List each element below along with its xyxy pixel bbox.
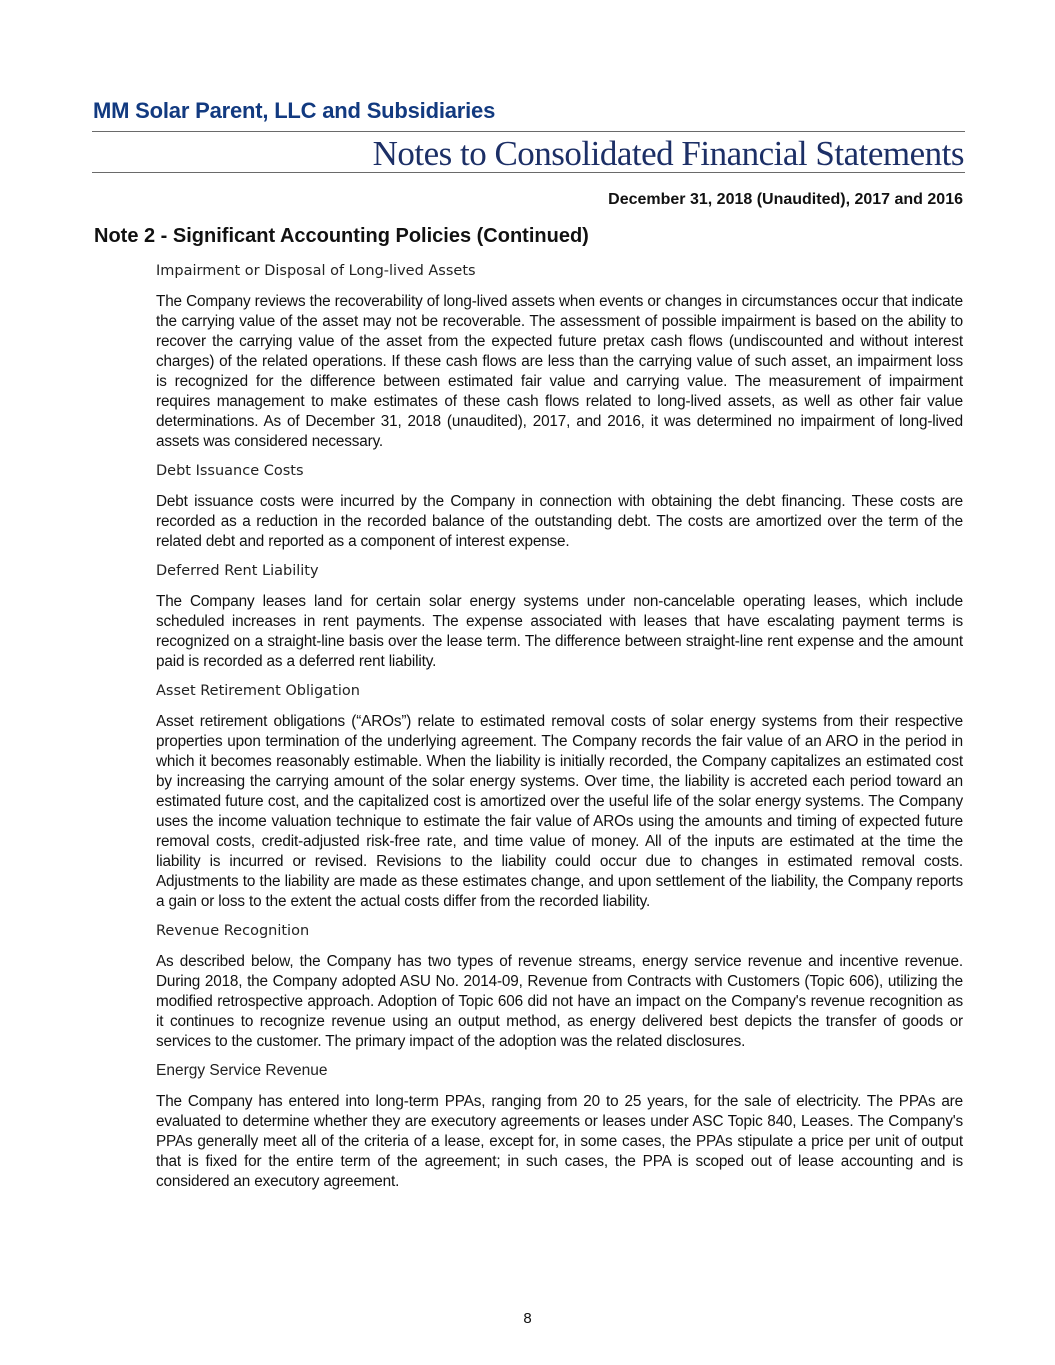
header-rule-bottom	[92, 172, 965, 173]
section-title: Deferred Rent Liability	[156, 563, 319, 579]
company-name: MM Solar Parent, LLC and Subsidiaries	[93, 98, 496, 123]
section-deferred-rent-liability	[156, 561, 963, 672]
section-debt-issuance-costs	[156, 461, 963, 552]
section-asset-retirement-obligation	[156, 681, 963, 912]
reporting-period: December 31, 2018 (Unaudited), 2017 and 2016	[608, 191, 963, 208]
section-body: The Company reviews the recoverability of long-lived assets when events or changes in circumstances occur that indicate the carrying value of the asset may not be recoverable. The assessment of possible impairment is based on the ability to recover the carrying value of the asset from the expected future pretax cash flows (undiscounted and without interest charges) of the related operations. If these cash flows are less than the carrying value of such asset, an impairment loss is recognized for the difference between estimated fair value and carrying value. The measurement of impairment requires management to make estimates of these cash flows related to long-lived assets, as well as other fair value determinations. As of December 31, 2018 (unaudited), 2017, and 2016, it was determined no impairment of long-lived assets was considered necessary.	[156, 293, 963, 450]
section-title: Debt Issuance Costs	[156, 463, 304, 479]
section-title: Asset Retirement Obligation	[156, 683, 360, 699]
section-body: As described below, the Company has two types of revenue streams, energy service revenue and incentive revenue. During 2018, the Company adopted ASU No. 2014-09, Revenue from Contracts with Customers (Topic 606), utilizing the modified retrospective approach. Adoption of Topic 606 did not have an impact on the Company's revenue recognition as it continues to recognize revenue using an output method, as energy delivered best depicts the transfer of goods or services to the customer. The primary impact of the adoption was the related disclosures.	[156, 953, 963, 1050]
header-rule-top	[92, 131, 965, 132]
note-heading: Note 2 - Significant Accounting Policies (Continued)	[94, 225, 589, 247]
section-title: Impairment or Disposal of Long-lived Assets	[156, 263, 476, 279]
section-title: Revenue Recognition	[156, 923, 310, 939]
section-revenue-recognition	[156, 921, 963, 1052]
section-body: Asset retirement obligations (“AROs”) relate to estimated removal costs of solar energy systems from their respective properties upon termination of the underlying agreement. The Company records the fair value of an ARO in the period in which it becomes reasonably estimable. When the liability is initially recorded, the Company capitalizes an estimated cost by increasing the carrying amount of the solar energy systems. Over time, the liability is accreted each period toward an estimated future cost, and the capitalized cost is amortized over the useful life of the solar energy systems. The Company uses the income valuation technique to estimate the fair value of AROs using the amounts and timing of expected future removal costs, credit-adjusted risk-free rate, and time value of money. All of the inputs are estimated at the time the liability is incurred or revised. Revisions to the liability could occur due to changes in estimated removal costs. Adjustments to the liability are made as these estimates change, and upon settlement of the liability, the Company reports a gain or loss to the extent the actual costs differ from the recorded liability.	[156, 713, 963, 910]
section-body: Debt issuance costs were incurred by the Company in connection with obtaining the debt financing. These costs are recorded as a reduction in the recorded balance of the outstanding debt. The costs are amortized over the term of the related debt and reported as a component of interest expense.	[156, 493, 963, 550]
document-title: Notes to Consolidated Financial Statements	[372, 134, 964, 173]
section-title: Energy Service Revenue	[156, 1062, 328, 1079]
section-body: The Company has entered into long-term PPAs, ranging from 20 to 25 years, for the sale of electricity. The PPAs are evaluated to determine whether they are executory agreements or leases under ASC Topic 840, Leases. The Company's PPAs generally meet all of the criteria of a lease, except for, in some cases, the PPAs stipulate a price per unit of output that is fixed for the entire term of the agreement; in such cases, the PPA is scoped out of lease accounting and is considered an executory agreement.	[156, 1093, 963, 1190]
section-impairment	[156, 261, 963, 452]
policy-sections	[156, 261, 963, 1201]
section-energy-service-revenue	[156, 1061, 963, 1192]
section-body: The Company leases land for certain solar energy systems under non-cancelable operating leases, which include scheduled increases in rent payments. The expense associated with leases that have escalating payment terms is recognized on a straight-line basis over the lease term. The difference between straight-line rent expense and the amount paid is recorded as a deferred rent liability.	[156, 593, 963, 670]
page-number: 8	[523, 1310, 532, 1327]
